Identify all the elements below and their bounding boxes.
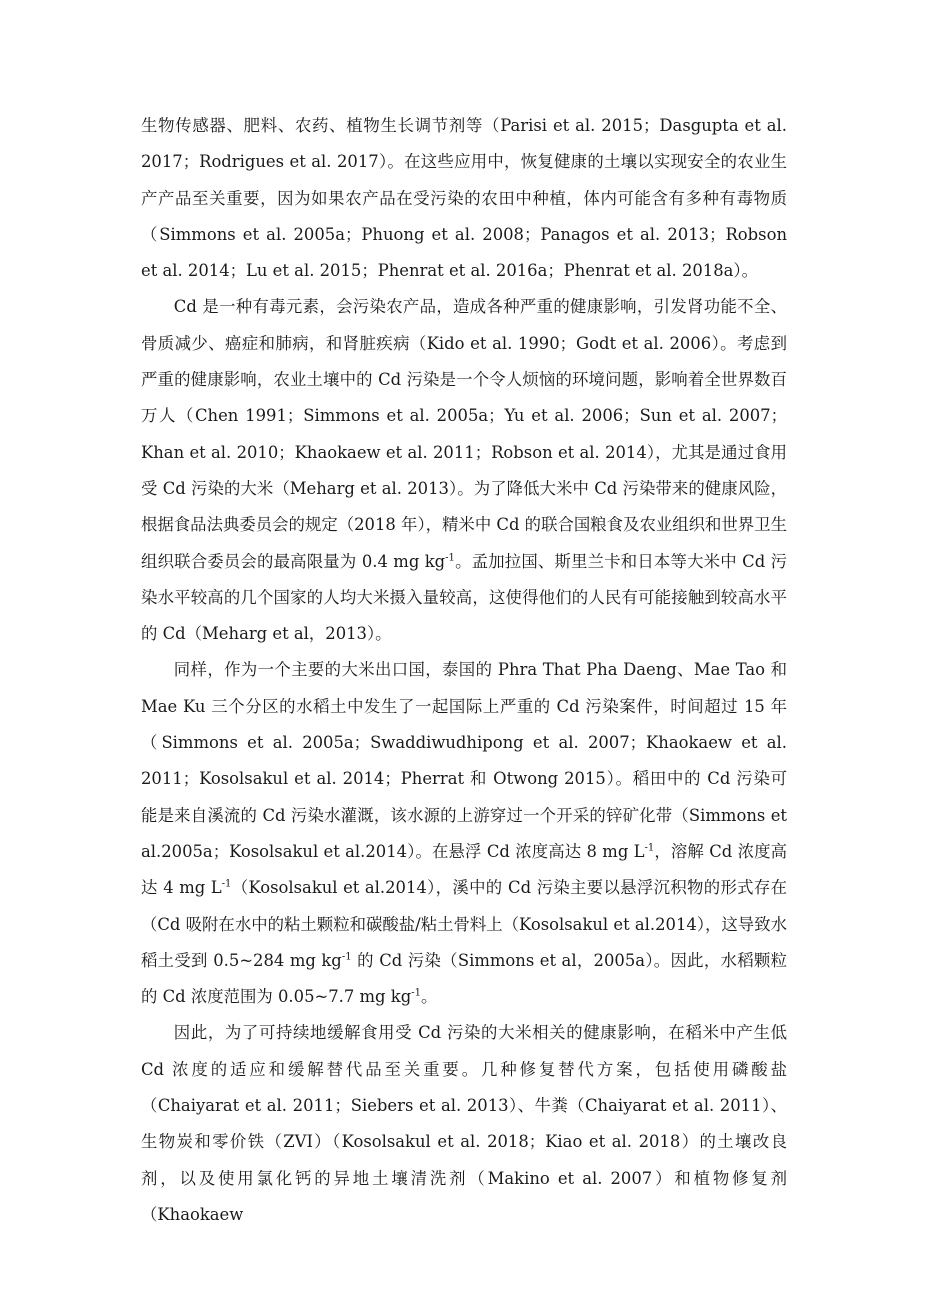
paragraph-2 <box>141 289 787 652</box>
document-page <box>141 108 787 1233</box>
text-run: 生物传感器、肥料、农药、植物生长调节剂等（Parisi et al. 2015；Dasgupta et al. 2017；Rodrigues et al. 2017）。在这些应用中，恢复健康的土壤以实现安全的农业生产产品至关重要，因为如果农产品在受污染的农田中种植，体内可能含有多种有毒物质（Simmons et al. 2005a；Phuong et al. 2008；Panagos et al. 2013；Robson et al. 2014；Lu et al. 2015；Phenrat et al. 2016a；Phenrat et al. 2018a）。 <box>141 116 787 281</box>
text-run: （Kosolsakul et al.2014），溪中的 Cd 污染主要以悬浮沉积物的形式存在（Cd 吸附在水中的粘土颗粒和碳酸盐/粘土骨料上（Kosolsakul et al.2014），这导致水稻土受到 0.5~284 mg kg <box>141 878 787 970</box>
text-run: Cd 是一种有毒元素，会污染农产品，造成各种严重的健康影响，引发肾功能不全、骨质减少、癌症和肺病，和肾脏疾病（Kido et al. 1990；Godt et al. 2006）。考虑到严重的健康影响，农业土壤中的 Cd 污染是一个令人烦恼的环境问题，影响着全世界数百万人（Chen 1991；Simmons et al. 2005a；Yu et al. 2006；Sun et al. 2007；Khan et al. 2010；Khaokaew et al. 2011；Robson et al. 2014），尤其是通过食用受 Cd 污染的大米（Meharg et al. 2013）。为了降低大米中 Cd 污染带来的健康风险，根据食品法典委员会的规定（2018 年），精米中 Cd 的联合国粮食及农业组织和世界卫生组织联合委员会的最高限量为 0.4 mg kg <box>141 297 787 571</box>
paragraph-1 <box>141 108 787 289</box>
text-run: 的 Cd 污染（Simmons et al，2005a）。因此，水稻颗粒的 Cd 浓度范围为 0.05~7.7 mg kg <box>141 950 787 1007</box>
superscript: -1 <box>445 552 455 564</box>
superscript: -1 <box>221 878 232 890</box>
text-run: 。孟加拉国、斯里兰卡和日本等大米中 Cd 污染水平较高的几个国家的人均大米摄入量较高，这使得他们的人民有可能接触到较高水平的 Cd（Meharg et al，2013）。 <box>141 551 788 644</box>
text-run: ，溶解 Cd 浓度高达 4 mg L <box>141 841 787 898</box>
superscript: -1 <box>411 987 421 999</box>
superscript: -1 <box>644 842 655 854</box>
superscript: -1 <box>341 951 352 963</box>
paragraph-4 <box>141 1015 787 1233</box>
text-run: 因此，为了可持续地缓解食用受 Cd 污染的大米相关的健康影响，在稻米中产生低 Cd 浓度的适应和缓解替代品至关重要。几种修复替代方案，包括使用磷酸盐（Chaiyarat et al. 2011；Siebers et al. 2013）、牛粪（Chaiyarat et al. 2011）、生物炭和零价铁（ZVI）（Kosolsakul et al. 2018；Kiao et al. 2018）的土壤改良剂，以及使用氯化钙的异地土壤清洗剂（Makino et al. 2007）和植物修复剂（Khaokaew <box>141 1023 787 1224</box>
text-run: 。 <box>420 987 438 1007</box>
text-run: 同样，作为一个主要的大米出口国，泰国的 Phra That Pha Daeng、Mae Tao 和 Mae Ku 三个分区的水稻土中发生了一起国际上严重的 Cd 污染案件，时间超过 15 年（Simmons et al. 2005a；Swaddiwudhipong et al. 2007；Khaokaew et al. 2011；Kosolsakul et al. 2014；Pherrat 和 Otwong 2015）。稻田中的 Cd 污染可能是来自溪流的 Cd 污染水灌溉，该水源的上游穿过一个开采的锌矿化带（Simmons et al.2005a；Kosolsakul et al.2014）。在悬浮 Cd 浓度高达 8 mg L <box>141 660 787 861</box>
paragraph-3 <box>141 652 787 1015</box>
